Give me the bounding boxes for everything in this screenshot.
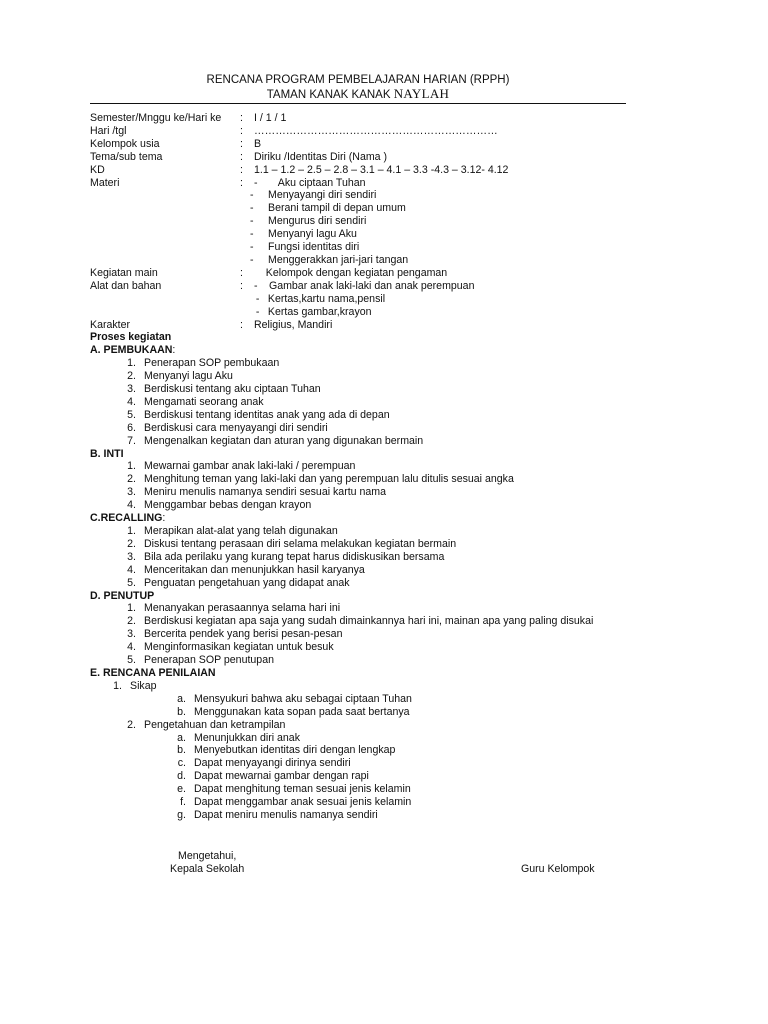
- materi-item-row: [250, 202, 630, 215]
- materi-item-row: [250, 215, 630, 228]
- step-number: 1.: [127, 525, 136, 537]
- penilaian-sub-item: [90, 732, 630, 745]
- step-text: Penerapan SOP pembukaan: [144, 357, 280, 370]
- step-text: Berdiskusi kegiatan apa saja yang sudah dimainkannya hari ini, mainan apa yang paling disukai: [144, 615, 594, 628]
- penilaian-sub-text: Dapat menggambar anak sesuai jenis kelamin: [194, 796, 412, 809]
- list-dash: -: [254, 279, 258, 292]
- materi-item-row: [250, 189, 630, 202]
- proses-title: Proses kegiatan: [90, 331, 172, 344]
- step-text: Penerapan SOP penutupan: [144, 654, 274, 667]
- item-letter: a.: [177, 692, 186, 705]
- penilaian-sub-text: Dapat mewarnai gambar dengan rapi: [194, 770, 369, 783]
- penilaian-sub-text: Menggunakan kata sopan pada saat bertanya: [194, 705, 410, 718]
- list-item: [90, 654, 630, 667]
- info-colon: :: [240, 137, 243, 150]
- step-text: Diskusi tentang perasaan diri selama melakukan kegiatan bermain: [144, 537, 457, 550]
- step-number: 3.: [127, 486, 136, 499]
- info-colon: :: [240, 318, 243, 331]
- list-dash: -: [254, 176, 258, 189]
- info-label: Hari /tgl: [90, 124, 127, 137]
- step-number: 4.: [127, 641, 136, 654]
- info-materi: [90, 177, 630, 190]
- alat-item-row: [250, 306, 630, 319]
- item-letter: e.: [177, 783, 186, 796]
- section-title-suffix: :: [172, 344, 176, 357]
- penilaian-sub-text: Dapat meniru menulis namanya sendiri: [194, 808, 378, 821]
- step-number: 1.: [127, 460, 136, 473]
- recalling-steps: [90, 525, 630, 590]
- step-number: 5.: [127, 408, 136, 421]
- info-label: Kegiatan main: [90, 266, 158, 279]
- school-name: NAYLAH: [393, 86, 450, 101]
- step-number: 4.: [127, 395, 136, 408]
- step-text: Merapikan alat-alat yang telah digunakan: [144, 525, 338, 537]
- step-text: Mengenalkan kegiatan dan aturan yang digunakan bermain: [144, 434, 424, 447]
- info-colon: :: [240, 279, 243, 292]
- info-colon: :: [240, 124, 243, 137]
- penilaian-sub-text: Dapat menyayangi dirinya sendiri: [194, 757, 351, 770]
- info-label: Kelompok usia: [90, 137, 160, 150]
- step-number: 6.: [127, 421, 136, 434]
- guru-kelompok-label: Guru Kelompok: [521, 863, 595, 875]
- list-item: [90, 602, 630, 615]
- mengetahui-label: Mengetahui,: [178, 850, 237, 862]
- info-value: B: [254, 137, 262, 150]
- section-title-text: A. PEMBUKAAN: [90, 344, 173, 357]
- list-dash: -: [250, 189, 254, 202]
- info-value: [254, 177, 630, 190]
- list-dash: -: [255, 292, 260, 305]
- section-penilaian-title: E. RENCANA PENILAIAN: [90, 666, 216, 679]
- info-value: [254, 280, 630, 293]
- penilaian-sub-item: [90, 783, 630, 796]
- step-text: Menggambar bebas dengan krayon: [144, 499, 312, 512]
- materi-item: Berani tampil di depan umum: [268, 202, 406, 215]
- penilaian-pengetahuan-label: Pengetahuan dan ketrampilan: [144, 718, 286, 731]
- step-text: Menceritakan dan menunjukkan hasil karyanya: [144, 563, 365, 576]
- step-text: Berdiskusi tentang identitas anak yang ada di depan: [144, 408, 390, 421]
- step-text: Berdiskusi tentang aku ciptaan Tuhan: [144, 383, 321, 396]
- penilaian-sikap-label: Sikap: [130, 679, 157, 692]
- kegiatan-main-value: Kelompok dengan kegiatan pengaman: [265, 266, 448, 279]
- step-number: 3.: [127, 628, 136, 641]
- step-text: Menginformasikan kegiatan untuk besuk: [144, 641, 334, 654]
- step-number: 2.: [127, 537, 136, 550]
- section-recalling-title: [90, 512, 630, 525]
- penilaian-sub-text: Menunjukkan diri anak: [194, 731, 300, 744]
- list-item: [90, 409, 630, 422]
- info-colon: :: [240, 176, 243, 189]
- list-dash: -: [255, 305, 260, 318]
- document-title: [90, 73, 626, 104]
- info-colon: :: [240, 266, 243, 279]
- materi-item: Aku ciptaan Tuhan: [277, 176, 366, 189]
- list-item: [90, 460, 630, 473]
- list-item: [90, 564, 630, 577]
- materi-item: Menyayangi diri sendiri: [268, 189, 377, 202]
- penilaian-sub-item: [90, 693, 630, 706]
- info-kelompok: [90, 138, 630, 151]
- pembukaan-steps: [90, 357, 630, 447]
- section-penutup-title: D. PENUTUP: [90, 589, 155, 602]
- list-dash: -: [250, 241, 254, 254]
- info-colon: :: [240, 112, 243, 124]
- penilaian-sub-text: Mensyukuri bahwa aku sebagai ciptaan Tuhan: [194, 692, 412, 705]
- info-kd: [90, 164, 630, 177]
- penutup-steps: [90, 602, 630, 667]
- step-text: Mengamati seorang anak: [144, 395, 264, 408]
- materi-item: Mengurus diri sendiri: [268, 215, 367, 228]
- materi-item-row: [250, 228, 630, 241]
- list-item: [90, 615, 630, 628]
- step-number: 2.: [127, 718, 136, 731]
- penilaian-pengetahuan: [90, 719, 630, 732]
- penilaian-sub-item: [90, 796, 630, 809]
- section-inti-title: B. INTI: [90, 447, 124, 460]
- info-label: Alat dan bahan: [90, 279, 162, 292]
- list-item: [90, 435, 630, 448]
- step-number: 4.: [127, 563, 136, 576]
- info-hari: [90, 125, 630, 138]
- alat-item-row: [250, 293, 630, 306]
- list-item: [90, 628, 630, 641]
- item-letter: f.: [180, 796, 186, 809]
- list-item: [90, 357, 630, 370]
- list-item: [90, 499, 630, 512]
- materi-list: [90, 189, 630, 266]
- step-text: Mewarnai gambar anak laki-laki / perempuan: [144, 460, 356, 473]
- info-semester: [90, 112, 630, 125]
- penilaian-sikap: [90, 680, 630, 693]
- list-item: [90, 538, 630, 551]
- list-dash: -: [250, 215, 254, 228]
- title-line-1: RENCANA PROGRAM PEMBELAJARAN HARIAN (RPPH): [206, 74, 510, 86]
- list-item: [90, 473, 630, 486]
- materi-item-row: [250, 254, 630, 267]
- step-number: 2.: [127, 615, 136, 628]
- penilaian-sub-item: [90, 757, 630, 770]
- item-letter: a.: [177, 731, 186, 744]
- step-number: 3.: [127, 550, 136, 563]
- materi-item: Menyanyi lagu Aku: [268, 228, 357, 241]
- step-number: 7.: [127, 434, 136, 447]
- item-letter: d.: [177, 770, 186, 783]
- list-item: [90, 641, 630, 654]
- alat-item: Gambar anak laki-laki dan anak perempuan: [268, 279, 475, 292]
- list-item: [90, 396, 630, 409]
- info-value: Religius, Mandiri: [254, 318, 333, 331]
- kepala-sekolah-label: Kepala Sekolah: [170, 863, 245, 875]
- section-title-text: C.RECALLING: [90, 512, 163, 525]
- step-number: 1.: [127, 602, 136, 615]
- info-value: [254, 267, 630, 280]
- title-line-2: [90, 87, 626, 102]
- list-item: [90, 525, 630, 538]
- info-colon: :: [240, 150, 243, 163]
- info-value: Diriku /Identitas Diri (Nama ): [254, 150, 388, 163]
- list-item: [90, 422, 630, 435]
- penilaian-sub-item: [90, 809, 630, 822]
- info-value: I / 1 / 1: [254, 112, 287, 124]
- inti-steps: [90, 460, 630, 512]
- list-dash: -: [250, 253, 254, 266]
- step-text: Penguatan pengetahuan yang didapat anak: [144, 576, 350, 589]
- signature-guru-kelompok: [521, 863, 641, 876]
- info-karakter: [90, 319, 630, 332]
- penilaian-sub-item: [90, 744, 630, 757]
- info-colon: :: [240, 163, 243, 176]
- info-value: 1.1 – 1.2 – 2.5 – 2.8 – 3.1 – 4.1 – 3.3 -4.3 – 3.12- 4.12: [254, 163, 509, 176]
- materi-item: Fungsi identitas diri: [268, 241, 360, 254]
- list-item: [90, 486, 630, 499]
- step-text: Menghitung teman yang laki-laki dan yang perempuan lalu ditulis sesuai angka: [144, 473, 514, 486]
- info-label: Karakter: [90, 318, 131, 331]
- info-label: Materi: [90, 176, 120, 189]
- penilaian-sub-text: Dapat menghitung teman sesuai jenis kelamin: [194, 783, 411, 796]
- step-number: 5.: [127, 576, 136, 589]
- step-number: 1.: [113, 679, 122, 692]
- step-text: Bercerita pendek yang berisi pesan-pesan: [144, 628, 343, 641]
- section-title-suffix: :: [162, 512, 166, 525]
- penilaian-sub-item: [90, 770, 630, 783]
- list-item: [90, 551, 630, 564]
- step-number: 3.: [127, 383, 136, 396]
- info-label: Tema/sub tema: [90, 150, 163, 163]
- step-number: 1.: [127, 357, 136, 370]
- list-dash: -: [250, 202, 254, 215]
- step-text: Berdiskusi cara menyayangi diri sendiri: [144, 421, 328, 434]
- materi-item: Menggerakkan jari-jari tangan: [268, 253, 409, 266]
- info-alat: [90, 280, 630, 293]
- info-label: KD: [90, 163, 105, 176]
- info-label: Semester/Mnggu ke/Hari ke: [90, 112, 222, 124]
- penilaian-sub-text: Menyebutkan identitas diri dengan lengkap: [194, 744, 396, 757]
- step-number: 4.: [127, 499, 136, 512]
- list-item: [90, 577, 630, 590]
- alat-item: Kertas gambar,krayon: [267, 305, 372, 318]
- step-number: 5.: [127, 654, 136, 667]
- info-tema: [90, 151, 630, 164]
- section-pembukaan-title: [90, 344, 630, 357]
- step-number: 2.: [127, 473, 136, 486]
- step-text: Menyanyi lagu Aku: [144, 370, 233, 383]
- document-body: [90, 112, 630, 822]
- title-line-2-prefix: TAMAN KANAK KANAK: [266, 89, 394, 101]
- item-letter: g.: [177, 808, 186, 821]
- item-letter: b.: [177, 705, 186, 718]
- materi-item-row: [250, 241, 630, 254]
- info-value: ……………………………………………………………: [254, 124, 498, 137]
- list-dash: -: [250, 228, 254, 241]
- signature-kepala-sekolah: [170, 850, 310, 876]
- step-text: Menanyakan perasaannya selama hari ini: [144, 602, 341, 615]
- list-item: [90, 370, 630, 383]
- step-text: Meniru menulis namanya sendiri sesuai kartu nama: [144, 486, 387, 499]
- step-text: Bila ada perilaku yang kurang tepat harus didiskusikan bersama: [144, 550, 445, 563]
- list-item: [90, 383, 630, 396]
- alat-item: Kertas,kartu nama,pensil: [267, 292, 386, 305]
- alat-list: [90, 293, 630, 319]
- step-number: 2.: [127, 370, 136, 383]
- item-letter: c.: [177, 757, 186, 770]
- penilaian-sub-item: [90, 706, 630, 719]
- info-kegiatan-main: [90, 267, 630, 280]
- item-letter: b.: [177, 744, 186, 757]
